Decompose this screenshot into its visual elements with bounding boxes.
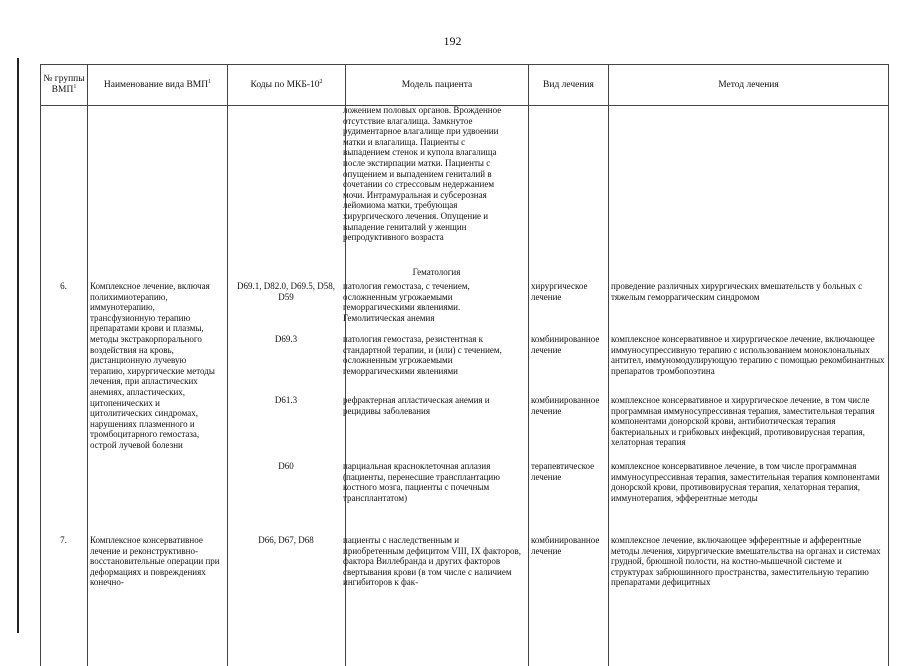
row3-codes: D61.3 <box>274 395 298 405</box>
table-body <box>40 105 888 640</box>
row4-type: терапевтическое лечение <box>531 461 595 482</box>
row1-method: проведение различных хирургических вмешательств у больных с тяжелым геморрагическим синдромом <box>611 281 863 302</box>
group-7-method: комплексное лечение, включающее эфферентные и афферентные методы лечения, хирургические вмешательства на органах и системах грудной, брюшной полости, на костно-мышечной системе и структурах забрюшинного пространства, заместительную терапию препаратами дефицитных <box>611 535 881 588</box>
binding-edge <box>17 58 19 633</box>
row1-type: хирургическое лечение <box>531 281 588 302</box>
page-number: 192 <box>443 34 462 48</box>
group-7-model: пациенты с наследственным и приобретенным дефицитом VIII, IX факторов, фактора Виллебранда и других факторов свертывания крови (в том числе с наличием ингибиторов к фак- <box>343 535 521 588</box>
group-7-number: 7. <box>60 535 67 545</box>
row2-codes: D69.3 <box>274 334 298 344</box>
section-title: Гематология <box>412 267 461 277</box>
row2-model: патология гемостаза, резистентная к стандартной терапии, и (или) с течением, осложненным угрожаемыми геморрагическими явлениями <box>343 334 502 376</box>
row4-codes: D60 <box>278 461 294 471</box>
row4-model: парциальная красноклеточная аплазия (пациенты, перенесшие трансплантацию костного мозга, пациенты с почечным трансплантатом) <box>343 461 500 503</box>
header-patient-model: Модель пациента <box>346 65 529 106</box>
row2-method: комплексное консервативное и хирургическое лечение, включающее иммуносупрессивную терапию с использованием моноклональных антител, иммуномодулирующую терапию с помощью рекомбинантных препаратов тромбопоэтина <box>611 334 885 376</box>
group-6-name: Комплексное лечение, включая полихимиотерапию, иммунотерапию, трансфузионную терапию препаратами крови и плазмы, методы экстракорпорального воздействия на кровь, дистанционную лучевую терапию, хирургические методы лечения, при апластических анемиях, апластических, цитопенических и цитолитических синдромах, нарушениях плазменного и тромбоцитарного гемостаза, острой лучевой болезни <box>90 281 215 450</box>
header-vmp-name: Наименование вида ВМП$^1$ <box>88 65 228 106</box>
header-group-number: № группы ВМП$^1$ <box>41 65 88 106</box>
row3-model: рефрактерная апластическая анемия и рецидивы заболевания <box>343 395 490 416</box>
header-treatment-method: Метод лечения <box>609 65 889 106</box>
header-treatment-type: Вид лечения <box>529 65 609 106</box>
row3-method: комплексное консервативное и хирургическое лечение, в том числе программная иммуносупрессивная терапия, заместительная терапия компонентами донорской крови, антибиотическая терапия бактериальных и грибковых инфекций, противовирусная терапия, хелаторная терапия <box>611 395 875 448</box>
row2-type: комбинированное лечение <box>531 334 600 355</box>
row3-type: комбинированное лечение <box>531 395 600 416</box>
group-6-number: 6. <box>60 281 67 291</box>
group-7-name: Комплексное консервативное лечение и реконструктивно-восстановительные операции при деформациях и повреждениях конечно- <box>90 535 220 588</box>
row4-method: комплексное консервативное лечение, в том числе программная иммуносупрессивная терапия, заместительная терапия компонентами донорской крови, противовирусная терапия, хелаторная терапия, иммунотерапия, эфферентные методы <box>611 461 880 503</box>
header-icd-codes: Коды по МКБ-$10^2$ <box>228 65 346 106</box>
group-7-type: комбинированное лечение <box>531 535 600 556</box>
row1-codes: D69.1, D82.0, D69.5, D58, D59 <box>237 281 335 302</box>
group-7-codes: D66, D67, D68 <box>258 535 314 545</box>
continuation-model-text: ложением половых органов. Врожденное отсутствие влагалища. Замкнутое рудиментарное влагалище при удвоении матки и влагалища. Пациенты с выпадением стенок и купола влагалища после экстирпации матки. Пациенты с опущением и выпадением гениталий в сочетании со стрессовым недержанием мочи. Интрамуральная и субсерозная лейомиома матки, требующая хирургического лечения. Опущение и выпадение гениталий у женщин репродуктивного возраста <box>343 105 502 243</box>
row1-model: патология гемостаза, с течением, осложненным угрожаемыми геморрагическими явлениями. Гемолитическая анемия <box>343 281 470 323</box>
